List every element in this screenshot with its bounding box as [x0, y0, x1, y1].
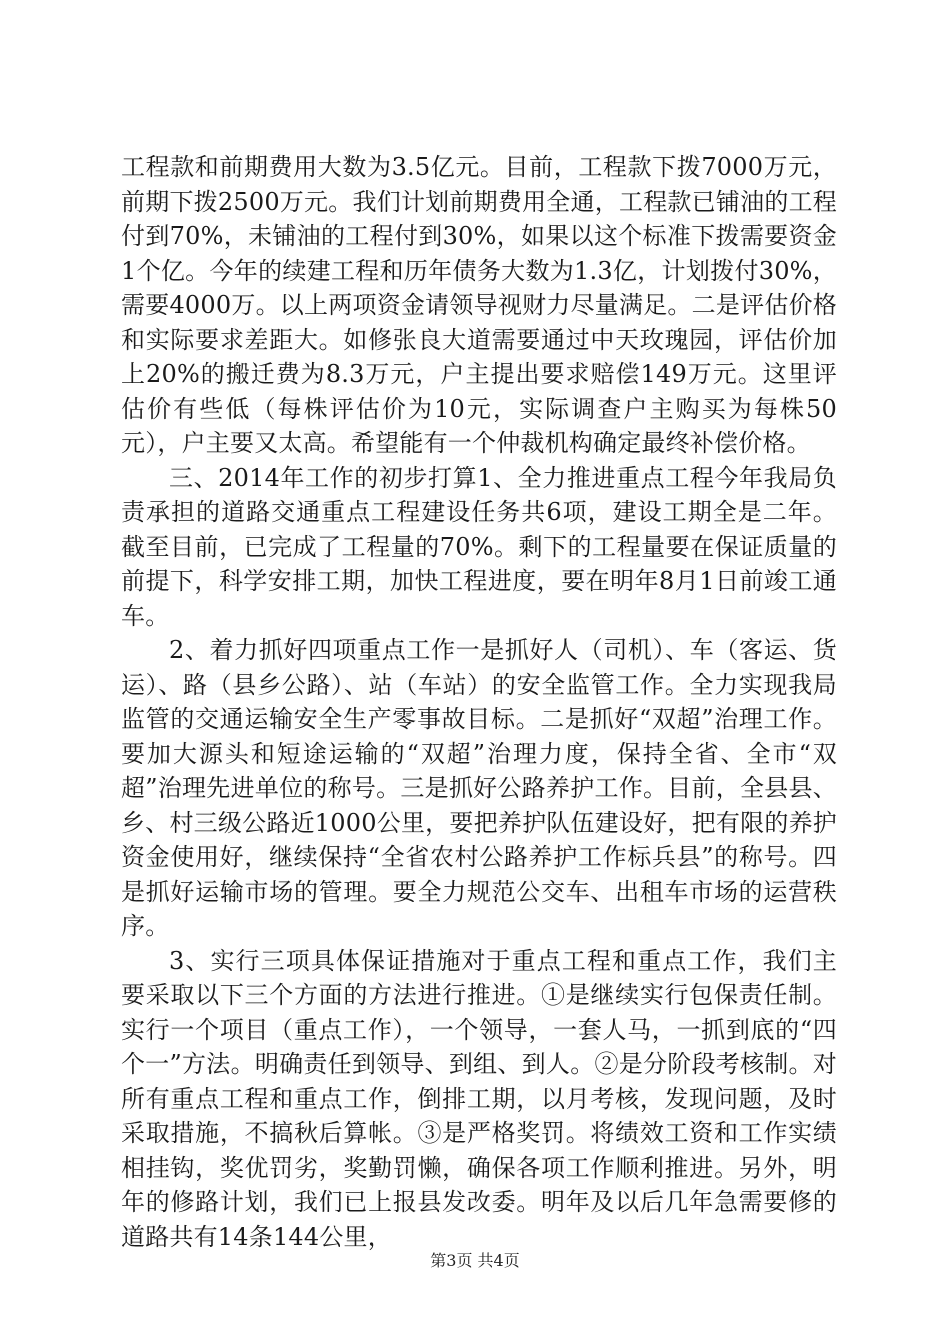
- page-number-footer: 第3页 共4页: [430, 1251, 520, 1270]
- paragraph-four-key-tasks: 2、着力抓好四项重点工作一是抓好人（司机）、车（客运、货运）、路（县乡公路）、站（车站）的安全监管工作。全力实现我局监管的交通运输安全生产零事故目标。二是抓好“双超”治理工作。要加大源头和短途运输的“双超”治理力度，保持全省、全市“双超”治理先进单位的称号。三是抓好公路养护工作。目前，全县县、乡、村三级公路近1000公里，要把养护队伍建设好，把有限的养护资金使用好，继续保持“全省农村公路养护工作标兵县”的称号。四是抓好运输市场的管理。要全力规范公交车、出租车市场的运营秩序。: [121, 636, 837, 940]
- document-body: [121, 150, 837, 1254]
- paragraph-guarantee-measures: 3、实行三项具体保证措施对于重点工程和重点工作，我们主要采取以下三个方面的方法进行推进。①是继续实行包保责任制。实行一个项目（重点工作），一个领导，一套人马，一抓到底的“四个一”方法。明确责任到领导、到组、到人。②是分阶段考核制。对所有重点工程和重点工作，倒排工期，以月考核，发现问题，及时采取措施，不搞秋后算帐。③是严格奖罚。将绩效工资和工作实绩相挂钩，奖优罚劣，奖勤罚懒，确保各项工作顺利推进。另外，明年的修路计划，我们已上报县发改委。明年及以后几年急需要修的道路共有14条144公里，: [121, 946, 837, 1251]
- paragraph-key-projects-plan: 三、2014年工作的初步打算1、全力推进重点工程今年我局负责承担的道路交通重点工程建设任务共6项，建设工期全是二年。截至目前，已完成了工程量的70%。剩下的工程量要在保证质量的前提下，科学安排工期，加快工程进度，要在明年8月1日前竣工通车。: [121, 463, 837, 630]
- paragraph-funding-status: 工程款和前期费用大数为3.5亿元。目前，工程款下拨7000万元，前期下拨2500万元。我们计划前期费用全通，工程款已铺油的工程付到70%，未铺油的工程付到30%，如果以这个标准下拨需要资金1个亿。今年的续建工程和历年债务大数为1.3亿，计划拨付30%，需要4000万。以上两项资金请领导视财力尽量满足。二是评估价格和实际要求差距大。如修张良大道需要通过中天玫瑰园，评估价加上20%的搬迁费为8.3万元，户主提出要求赔偿149万元。这里评估价有些低（每株评估价为10元，实际调查户主购买为每株50元），户主要又太高。希望能有一个仲裁机构确定最终补偿价格。: [121, 153, 837, 457]
